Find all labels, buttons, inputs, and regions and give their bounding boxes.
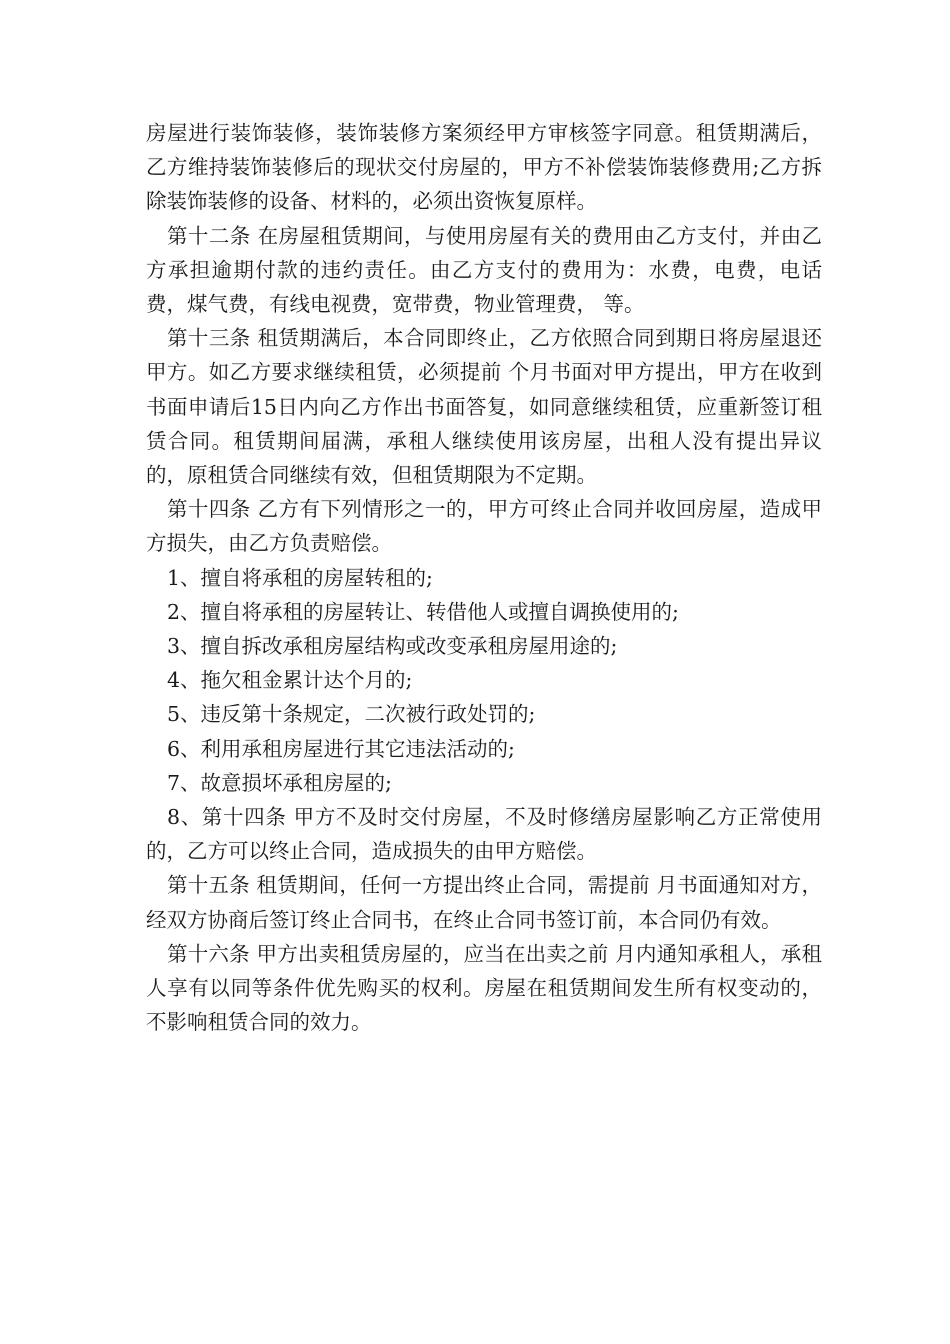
list-item-6: 6、利用承租房屋进行其它违法活动的; — [167, 736, 515, 761]
list-item-4: 4、拖欠租金累计达个月的; — [167, 668, 413, 693]
paragraph-article-14: 第十四条 乙方有下列情形之一的，甲方可终止合同并收回房屋，造成甲方损失，由乙方负责赔偿。 — [146, 497, 822, 556]
paragraph-article-12: 第十二条 在房屋租赁期间，与使用房屋有关的费用由乙方支付，并由乙方承担逾期付款的违约责任。由乙方支付的费用为：水费，电费，电话费，煤气费，有线电视费，宽带费，物业管理费， 等。 — [146, 223, 822, 317]
document-body — [146, 116, 822, 1039]
list-item-3: 3、擅自拆改承租房屋结构或改变承租房屋用途的; — [167, 634, 618, 659]
list-item-5: 5、违反第十条规定，二次被行政处罚的; — [167, 702, 536, 727]
list-item-2: 2、擅自将承租的房屋转让、转借他人或擅自调换使用的; — [167, 599, 679, 624]
list-item-1: 1、擅自将承租的房屋转租的; — [167, 565, 433, 590]
paragraph-article-13: 第十三条 租赁期满后，本合同即终止，乙方依照合同到期日将房屋退还甲方。如乙方要求继续租赁，必须提前 个月书面对甲方提出，甲方在收到书面申请后15日内向乙方作出书面答复，如同意继续租赁，应重新签订租赁合同。租赁期间届满，承租人继续使用该房屋，出租人没有提出异议的，原租赁合同继续有效，但租赁期限为不定期。 — [146, 326, 822, 488]
list-item-7: 7、故意损坏承租房屋的; — [167, 770, 392, 795]
paragraph-article-15: 第十五条 租赁期间，任何一方提出终止合同，需提前 月书面通知对方，经双方协商后签订终止合同书，在终止合同书签订前，本合同仍有效。 — [146, 873, 822, 932]
paragraph-article-16: 第十六条 甲方出卖租赁房屋的，应当在出卖之前 月内通知承租人，承租人享有以同等条件优先购买的权利。房屋在租赁期间发生所有权变动的，不影响租赁合同的效力。 — [146, 941, 822, 1035]
list-item-8: 8、第十四条 甲方不及时交付房屋，不及时修缮房屋影响乙方正常使用的，乙方可以终止合同，造成损失的由甲方赔偿。 — [146, 805, 822, 864]
paragraph-renovation-continued: 房屋进行装饰装修，装饰装修方案须经甲方审核签字同意。租赁期满后，乙方维持装饰装修后的现状交付房屋的，甲方不补偿装饰装修费用;乙方拆除装饰装修的设备、材料的，必须出资恢复原样。 — [146, 121, 822, 214]
